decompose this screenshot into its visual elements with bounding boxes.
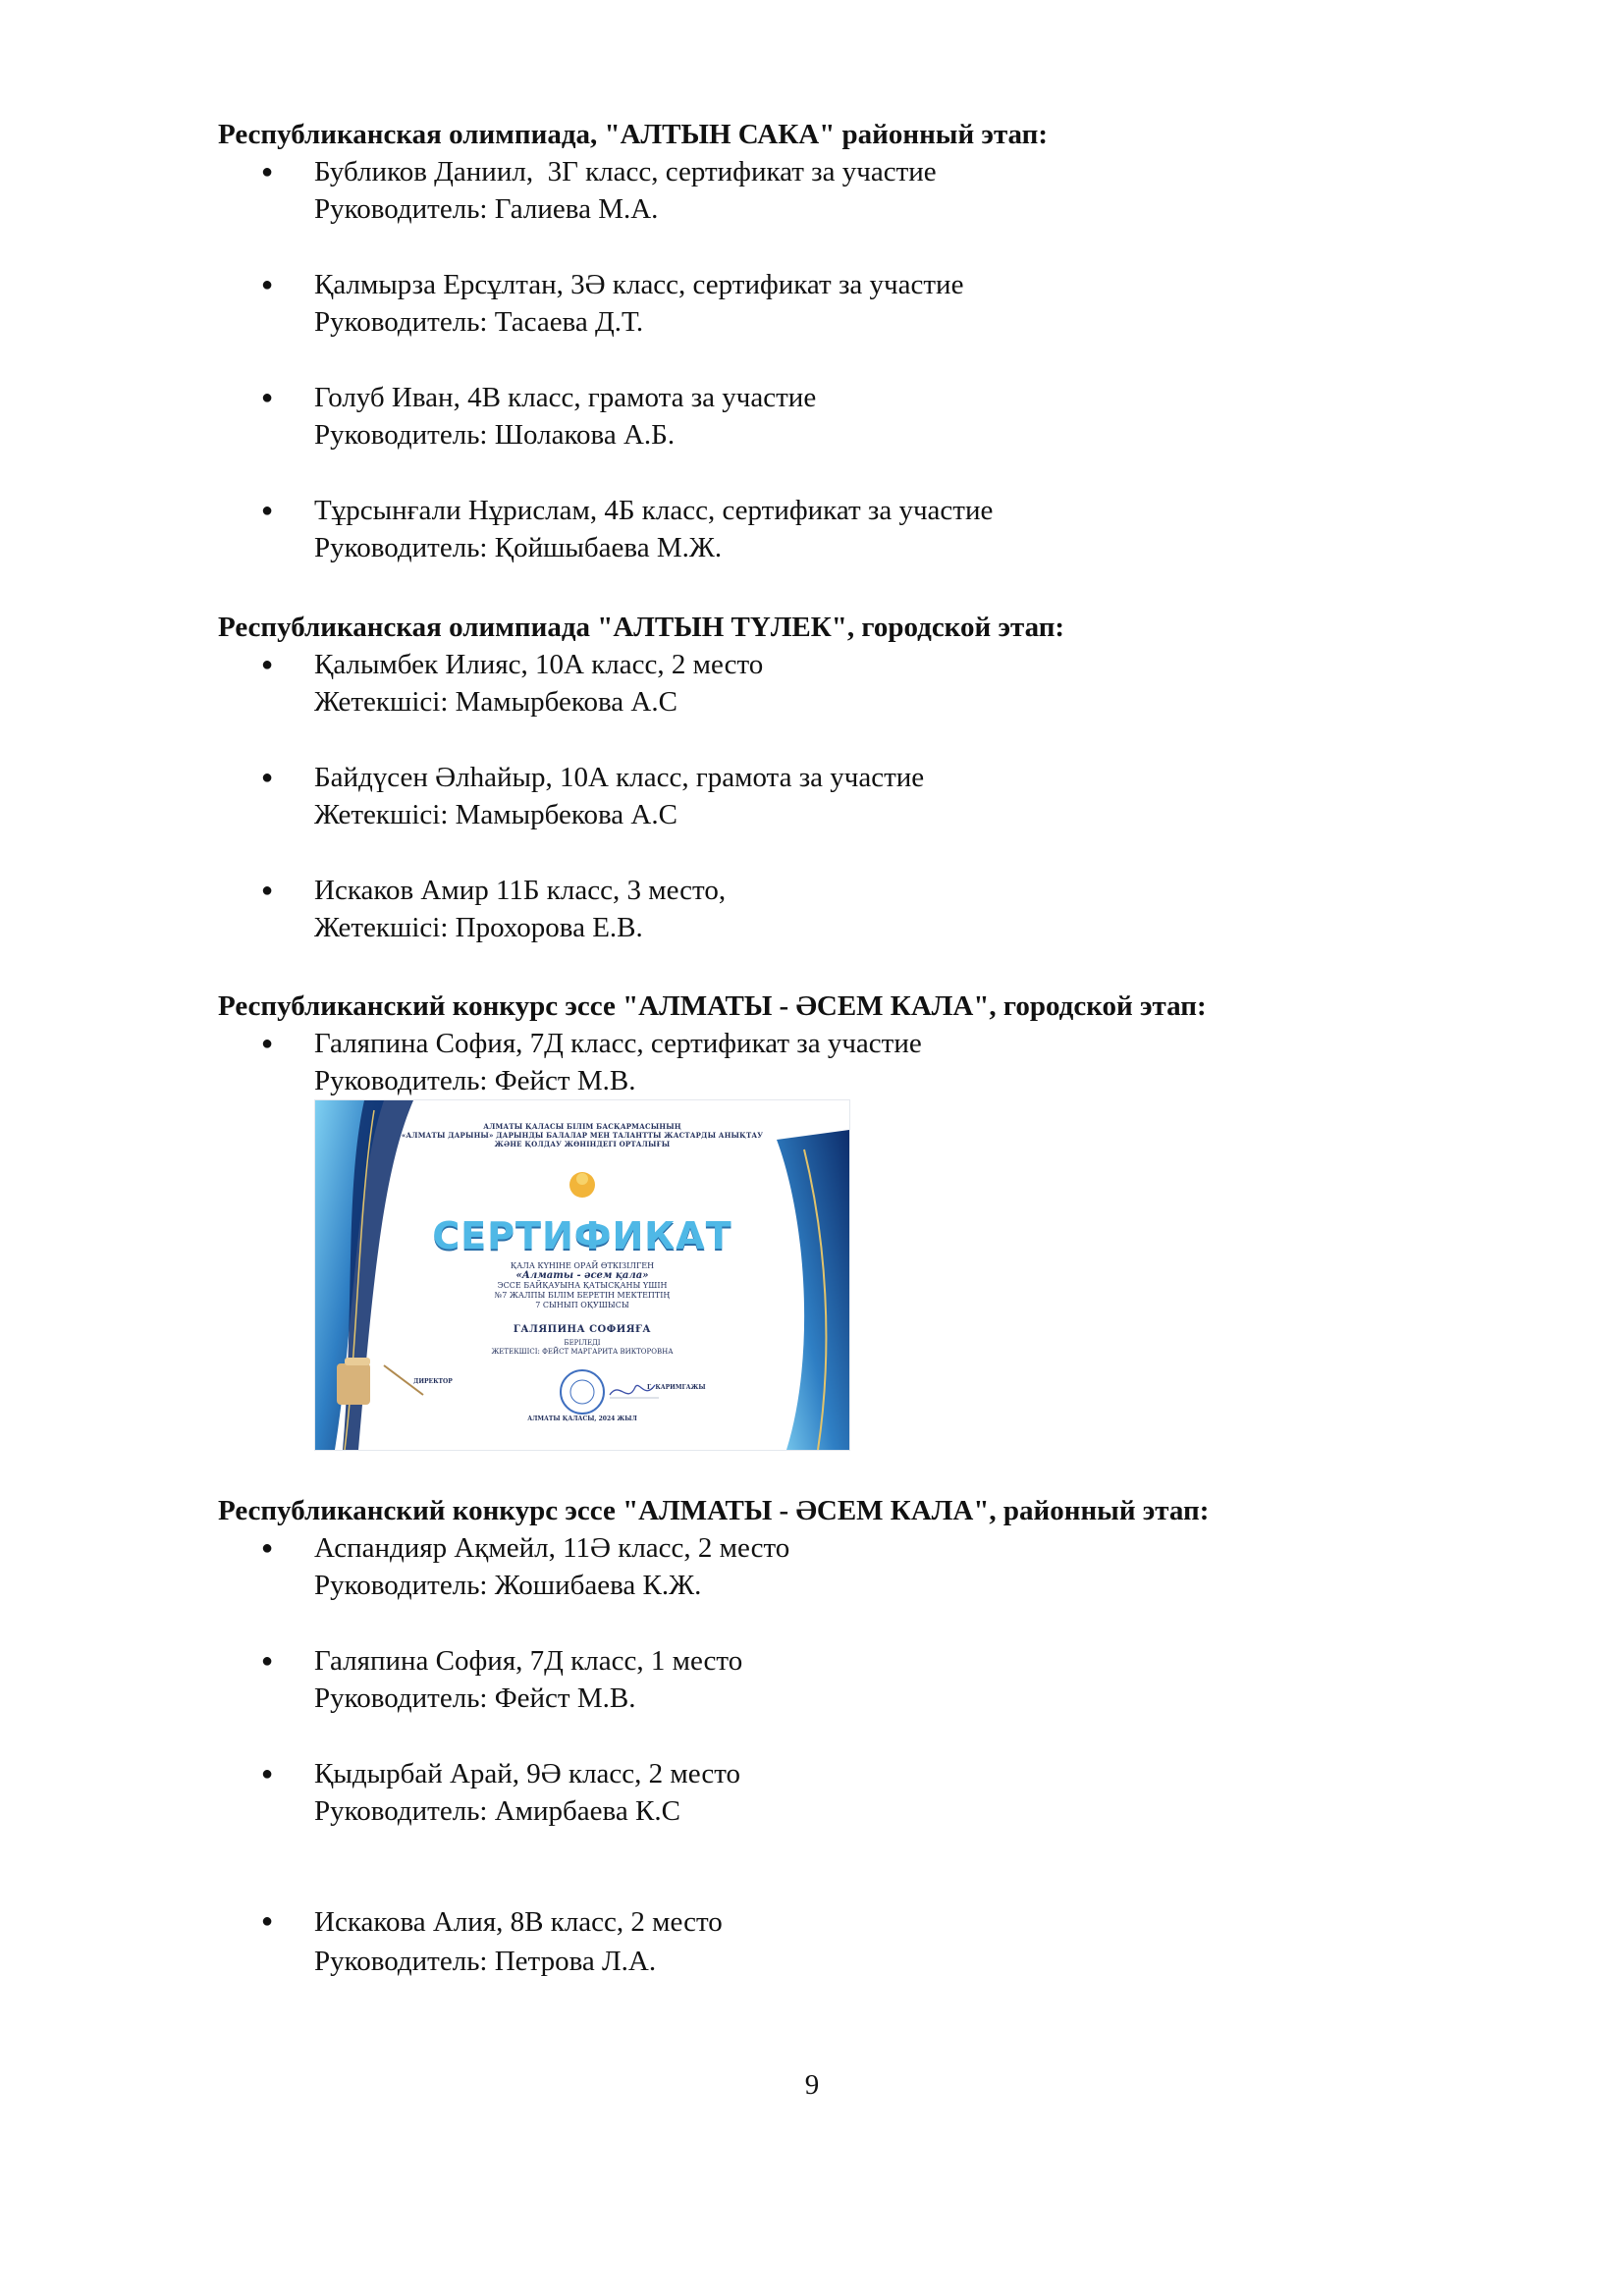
list-item (218, 379, 1475, 454)
section-heading: Республиканский конкурс эссе "АЛМАТЫ - ӘСЕМ КАЛА", районный этап: (218, 1495, 1210, 1526)
certificate-event-name: «Алматы - әсем қала» (515, 1270, 649, 1281)
certificate-title: СЕРТИФИКАТ (432, 1214, 732, 1257)
certificate-body-line: ЭССЕ БАЙҚАУЫНА ҚАТЫСҚАНЫ ҮШІН (497, 1281, 668, 1290)
list-item (218, 759, 1475, 833)
certificate-body-line: ҚАЛА КҮНІНЕ ОРАЙ ӨТКІЗІЛГЕН (510, 1261, 655, 1270)
entry-student: Искаков Амир 11Б класс, 3 место, (314, 875, 727, 906)
entry-student: Искакова Алия, 8В класс, 2 место (314, 1906, 723, 1938)
list-item (218, 1642, 1475, 1717)
list-item (218, 153, 1475, 228)
bullet-icon: ● (261, 274, 274, 295)
bullet-icon: ● (261, 161, 274, 183)
bullet-icon: ● (261, 1537, 274, 1559)
bullet-icon: ● (261, 1033, 274, 1054)
certificate-org-line: АЛМАТЫ ҚАЛАСЫ БІЛІМ БАСҚАРМАСЫНЫҢ (483, 1122, 681, 1131)
certificate-issued-label: БЕРІЛЕДІ (564, 1339, 601, 1347)
section-altyn-tulek (218, 609, 1475, 946)
entry-student: Қалымбек Илияс, 10А класс, 2 место (314, 649, 764, 680)
list-item (218, 492, 1475, 566)
entry-supervisor: Руководитель: Фейст М.В. (314, 1065, 636, 1096)
list-item (218, 266, 1475, 341)
entry-supervisor: Жетекшісі: Прохорова Е.В. (314, 912, 643, 943)
certificate-city-year: АЛМАТЫ ҚАЛАСЫ, 2024 ЖЫЛ (527, 1415, 637, 1422)
entry-student: Галяпина София, 7Д класс, 1 место (314, 1645, 743, 1677)
certificate-issued (315, 1339, 849, 1357)
bullet-icon: ● (261, 500, 274, 521)
certificate-teacher: ЖЕТЕКШІСІ: ФЕЙСТ МАРГАРИТА ВИКТОРОВНА (491, 1348, 674, 1356)
page-number: 9 (804, 2069, 820, 2101)
certificate-image (314, 1099, 850, 1451)
entry-supervisor: Руководитель: Қойшыбаева М.Ж. (314, 532, 723, 563)
entry-student: Байдүсен Әлһайыр, 10А класс, грамота за участие (314, 762, 925, 793)
section-heading: Республиканский конкурс эссе "АЛМАТЫ - ӘСЕМ КАЛА", городской этап: (218, 990, 1207, 1022)
list-item (218, 1902, 1475, 1981)
entry-student: Қалмырза Ерсұлтан, 3Ә класс, сертификат за участие (314, 269, 964, 300)
entry-student: Тұрсынғали Нұрислам, 4Б класс, сертификат за участие (314, 495, 994, 526)
certificate-body-line: №7 ЖАЛПЫ БІЛІМ БЕРЕТІН МЕКТЕПТІҢ (494, 1291, 671, 1300)
entry-supervisor: Руководитель: Фейст М.В. (314, 1682, 636, 1714)
certificate-body (315, 1261, 849, 1310)
entry-student: Қыдырбай Арай, 9Ә класс, 2 место (314, 1758, 741, 1789)
certificate-signatory: Г. КАРИМГАЖЫ (647, 1384, 706, 1391)
section-heading: Республиканская олимпиада "АЛТЫН ТҮЛЕК", городской этап: (218, 612, 1065, 643)
certificate-director-label: ДИРЕКТОР (413, 1378, 453, 1385)
entry-supervisor: Руководитель: Петрова Л.А. (314, 1946, 657, 1977)
entry-supervisor: Жетекшісі: Мамырбекова А.С (314, 686, 677, 718)
certificate-body-line: 7 СЫНЫП ОҚУШЫСЫ (535, 1301, 629, 1309)
list-item (218, 1025, 1475, 1099)
bullet-icon: ● (261, 880, 274, 901)
section-essay-district (218, 1492, 1475, 1981)
entry-student: Галяпина София, 7Д класс, сертификат за участие (314, 1028, 922, 1059)
list-item (218, 872, 1475, 946)
entry-supervisor: Руководитель: Амирбаева К.С (314, 1795, 680, 1827)
entry-supervisor: Руководитель: Жошибаева К.Ж. (314, 1570, 702, 1601)
entry-supervisor: Руководитель: Тасаева Д.Т. (314, 306, 644, 338)
certificate-organization (315, 1122, 849, 1148)
entry-supervisor: Руководитель: Галиева М.А. (314, 193, 659, 225)
entry-supervisor: Руководитель: Шолакова А.Б. (314, 419, 676, 451)
bullet-icon: ● (261, 387, 274, 408)
list-item (218, 1529, 1475, 1604)
entry-student: Аспандияр Ақмейл, 11Ә класс, 2 место (314, 1532, 790, 1564)
entry-supervisor: Жетекшісі: Мамырбекова А.С (314, 799, 677, 830)
bullet-icon: ● (261, 654, 274, 675)
list-item (218, 1755, 1475, 1830)
list-item (218, 646, 1475, 721)
bullet-icon: ● (261, 1763, 274, 1785)
entry-student: Голуб Иван, 4В класс, грамота за участие (314, 382, 817, 413)
certificate-recipient: ГАЛЯПИНА СОФИЯҒА (513, 1324, 652, 1335)
section-heading: Республиканская олимпиада, "АЛТЫН САКА" районный этап: (218, 119, 1049, 150)
bullet-icon: ● (261, 1650, 274, 1672)
certificate-org-line: «АЛМАТЫ ДАРЫНЫ» ДАРЫНДЫ БАЛАЛАР МЕН ТАЛАНТТЫ ЖАСТАРДЫ АНЫҚТАУ (401, 1131, 764, 1140)
section-altyn-saka (218, 116, 1475, 566)
entry-student: Бубликов Даниил, 3Г класс, сертификат за участие (314, 156, 937, 187)
bullet-icon: ● (261, 1910, 274, 1932)
certificate-org-line: ЖӘНЕ ҚОЛДАУ ЖӨНІНДЕГІ ОРТАЛЫҒЫ (494, 1140, 671, 1148)
bullet-icon: ● (261, 767, 274, 788)
section-essay-city (218, 988, 1475, 1099)
